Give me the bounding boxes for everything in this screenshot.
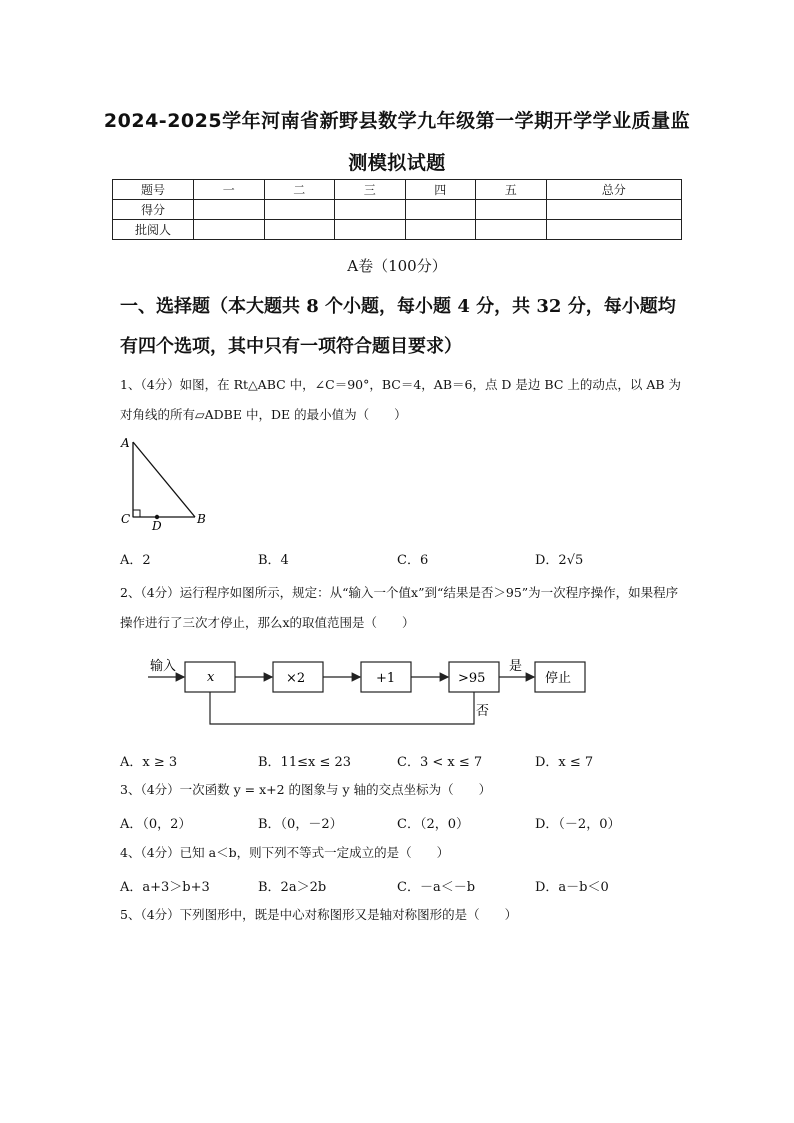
score-table-row — [113, 200, 682, 220]
question-1-text: 1、（4分）如图，在 Rt△ABC 中，∠C＝90°，BC＝4，AB＝6，点 D 是边 BC 上的动点，以 AB 为对角线的所有▱ADBE 中，DE 的最小值为（ ） — [120, 377, 682, 422]
flow-box-x: x — [207, 670, 215, 685]
score-cell[interactable] — [476, 200, 547, 220]
score-table-header-row — [113, 180, 682, 200]
page-title-line2: 测模拟试题 — [348, 152, 446, 174]
score-table — [112, 179, 682, 240]
score-cell[interactable] — [546, 200, 682, 220]
question-4-text: 4、（4分）已知 a＜b，则下列不等式一定成立的是（ ） — [120, 845, 450, 860]
score-row-label: 批阅人 — [113, 220, 194, 240]
question-3-text: 3、（4分）一次函数 y = x+2 的图象与 y 轴的交点坐标为（ ） — [120, 782, 492, 797]
option-a[interactable]: A．a+3＞b+3 — [120, 880, 210, 895]
flow-no-label: 否 — [476, 704, 490, 719]
option-b[interactable]: B．（0，－2） — [258, 817, 343, 832]
score-cell[interactable] — [476, 220, 547, 240]
score-header-cell: 二 — [264, 180, 335, 200]
q2-flowchart — [145, 652, 595, 737]
option-d[interactable]: D．2√5 — [535, 553, 584, 568]
page-title-line1: 2024-2025学年河南省新野县数学九年级第一学期开学学业质量监 — [103, 110, 691, 132]
option-c[interactable]: C．－a＜－b — [397, 880, 476, 895]
score-header-cell: 题号 — [113, 180, 194, 200]
score-header-cell: 五 — [476, 180, 547, 200]
option-b[interactable]: B．11≤x ≤ 23 — [258, 755, 352, 770]
score-cell[interactable] — [405, 200, 476, 220]
flow-box-gt95: >95 — [458, 671, 486, 686]
option-c[interactable]: C．6 — [397, 553, 429, 568]
flow-yes-label: 是 — [509, 659, 523, 674]
score-cell[interactable] — [194, 220, 265, 240]
score-table-row — [113, 220, 682, 240]
score-cell[interactable] — [264, 200, 335, 220]
flow-box-times2: ×2 — [286, 671, 306, 686]
score-cell[interactable] — [546, 220, 682, 240]
score-cell[interactable] — [335, 220, 406, 240]
q1-label-c: C — [121, 512, 131, 526]
option-c[interactable]: C．（2，0） — [397, 817, 469, 832]
flow-box-plus1: +1 — [376, 671, 396, 686]
score-header-cell: 一 — [194, 180, 265, 200]
q1-label-d: D — [152, 519, 162, 532]
score-cell[interactable] — [264, 220, 335, 240]
option-d[interactable]: D．（－2，0） — [535, 817, 621, 832]
option-a[interactable]: A．x ≥ 3 — [120, 755, 178, 770]
option-a[interactable]: A．（0，2） — [120, 817, 192, 832]
section-a-label: A卷（100分） — [347, 257, 447, 275]
option-c[interactable]: C．3 < x ≤ 7 — [397, 755, 483, 770]
question-5-text: 5、（4分）下列图形中，既是中心对称图形又是轴对称图形的是（ ） — [120, 907, 518, 922]
section1-heading: 一、选择题（本大题共 8 个小题，每小题 4 分，共 32 分，每小题均有四个选项，其中只有一项符合题目要求） — [120, 296, 676, 357]
q1-label-b: B — [197, 512, 206, 526]
option-d[interactable]: D．x ≤ 7 — [535, 755, 594, 770]
question-2-text: 2、（4分）运行程序如图所示，规定：从“输入一个值x”到“结果是否＞95”为一次程序操作，如果程序操作进行了三次才停止，那么x的取值范围是（ ） — [120, 585, 679, 630]
option-b[interactable]: B．2a＞2b — [258, 880, 327, 895]
score-cell[interactable] — [335, 200, 406, 220]
q1-triangle-figure — [115, 432, 215, 532]
score-cell[interactable] — [194, 200, 265, 220]
score-header-cell: 三 — [335, 180, 406, 200]
score-row-label: 得分 — [113, 200, 194, 220]
option-d[interactable]: D．a－b＜0 — [535, 880, 609, 895]
score-header-cell: 总分 — [546, 180, 682, 200]
option-b[interactable]: B．4 — [258, 553, 289, 568]
flow-stop-box: 停止 — [545, 671, 572, 686]
score-cell[interactable] — [405, 220, 476, 240]
option-a[interactable]: A．2 — [120, 553, 151, 568]
score-header-cell: 四 — [405, 180, 476, 200]
flow-input-label: 输入 — [150, 659, 177, 674]
q1-label-a: A — [121, 436, 130, 450]
